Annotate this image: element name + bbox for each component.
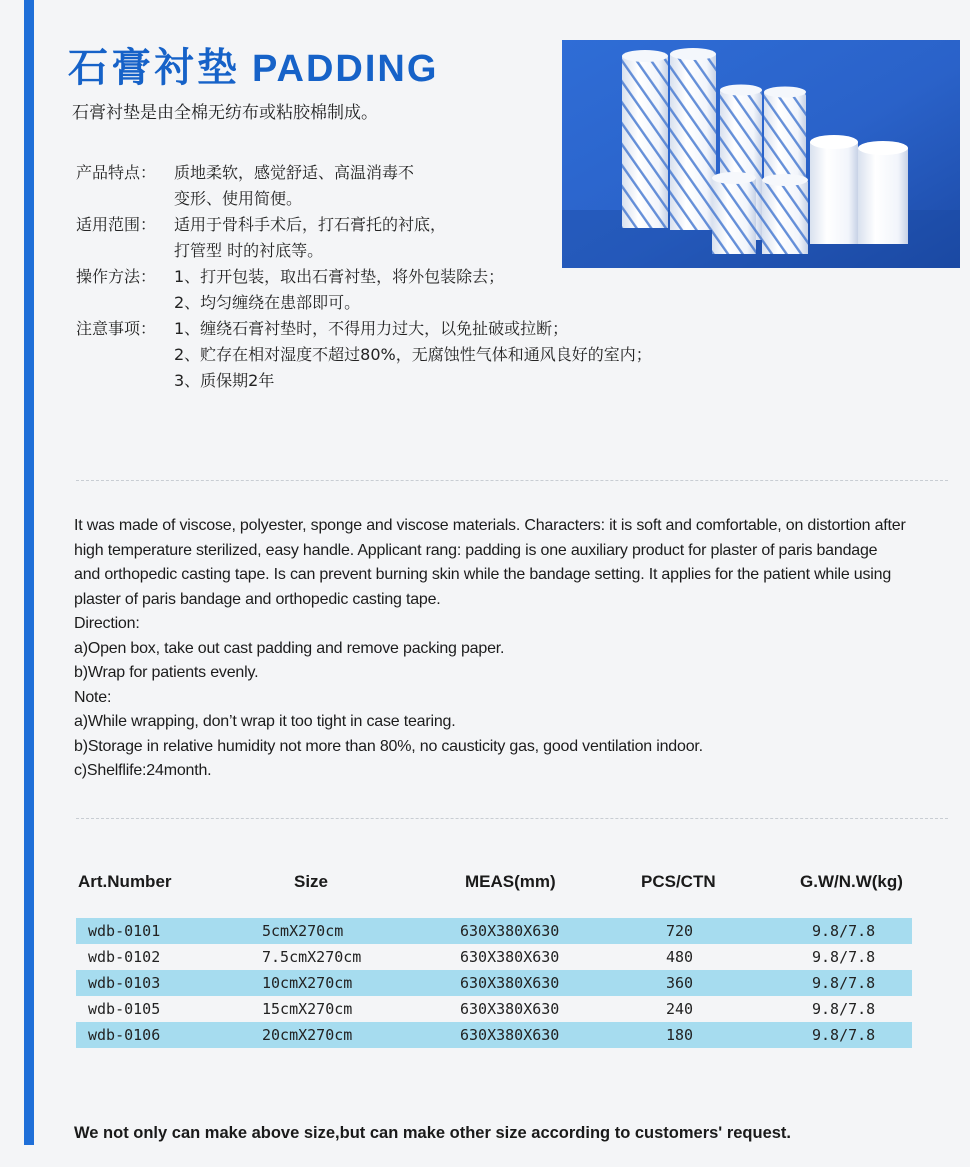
roll-plain-1 <box>810 135 858 244</box>
spec-table <box>76 918 912 1048</box>
cell-pcs: 720 <box>666 922 694 940</box>
header-weight: G.W/N.W(kg) <box>800 872 903 891</box>
feature-operation-method <box>76 264 776 316</box>
table-row <box>76 944 912 970</box>
roll-short-2 <box>762 174 808 254</box>
feature-line: 打管型 时的衬底等。 <box>174 241 324 260</box>
feature-line: 2、贮存在相对湿度不超过80%，无腐蚀性气体和通风良好的室内； <box>174 345 652 364</box>
english-line: Note: <box>74 688 112 706</box>
english-line: plaster of paris bandage and orthopedic casting tape. <box>74 590 441 608</box>
header-meas: MEAS(mm) <box>465 872 556 891</box>
feature-label: 适用范围： <box>76 215 157 234</box>
cell-art-number: wdb-0101 <box>88 922 161 940</box>
cell-meas: 630X380X630 <box>460 922 560 940</box>
english-line: b)Storage in relative humidity not more than 80%, no causticity gas, good ventilation indoor. <box>74 737 703 755</box>
feature-line: 1、缠绕石膏衬垫时，不得用力过大，以免扯破或拉断； <box>174 319 569 338</box>
feature-precautions <box>76 316 776 394</box>
cell-meas: 630X380X630 <box>460 1026 560 1044</box>
cell-meas: 630X380X630 <box>460 974 560 992</box>
feature-label: 操作方法： <box>76 267 157 286</box>
table-row <box>76 1022 912 1048</box>
cell-art-number: wdb-0106 <box>88 1026 161 1044</box>
english-description <box>74 514 954 784</box>
roll-tall-1 <box>622 50 668 228</box>
cell-weight: 9.8/7.8 <box>812 948 876 966</box>
cell-art-number: wdb-0102 <box>88 948 161 966</box>
english-line: It was made of viscose, polyester, sponge and viscose materials. Characters: it is soft and comfortable, on distortion after <box>74 517 906 534</box>
cell-size: 15cmX270cm <box>262 1000 353 1018</box>
cell-weight: 9.8/7.8 <box>812 922 876 940</box>
feature-line: 3、质保期2年 <box>174 371 275 390</box>
cell-size: 7.5cmX270cm <box>262 948 362 966</box>
english-line: and orthopedic casting tape. Is can prevent burning skin while the bandage setting. It applies for the patient while using <box>74 566 892 583</box>
feature-line: 1、打开包装，取出石膏衬垫，将外包装除去； <box>174 267 505 286</box>
cell-pcs: 180 <box>666 1026 694 1044</box>
feature-label: 产品特点： <box>76 163 157 182</box>
title-english: PADDING <box>252 48 439 90</box>
cell-size: 10cmX270cm <box>262 974 353 992</box>
page-title <box>68 36 438 93</box>
roll-tall-2 <box>670 48 716 230</box>
cell-pcs: 240 <box>666 1000 694 1018</box>
english-line: high temperature sterilized, easy handle. Applicant rang: padding is one auxiliary product for plaster of paris bandage <box>74 541 878 559</box>
english-line: Direction: <box>74 615 140 632</box>
footer-note: We not only can make above size,but can make other size according to customers' request. <box>74 1124 792 1142</box>
feature-line: 2、均匀缠绕在患部即可。 <box>174 293 361 312</box>
title-chinese: 石膏衬垫 <box>68 45 240 91</box>
roll-short-1 <box>712 172 756 254</box>
cell-size: 20cmX270cm <box>262 1026 353 1044</box>
english-line: a)While wrapping, don’t wrap it too tight in case tearing. <box>74 713 456 730</box>
cell-weight: 9.8/7.8 <box>812 1026 876 1044</box>
feature-line: 质地柔软，感觉舒适、高温消毒不 <box>174 163 415 182</box>
cell-size: 5cmX270cm <box>262 922 344 940</box>
header-size: Size <box>294 872 329 891</box>
feature-label: 注意事项： <box>76 319 157 338</box>
cell-weight: 9.8/7.8 <box>812 974 876 992</box>
cell-meas: 630X380X630 <box>460 1000 560 1018</box>
header-pcs-ctn: PCS/CTN <box>641 872 716 891</box>
english-line: a)Open box, take out cast padding and remove packing paper. <box>74 639 505 657</box>
product-photo <box>562 40 960 268</box>
divider <box>76 818 948 819</box>
feature-line: 适用于骨科手术后，打石膏托的衬底， <box>174 215 447 234</box>
cell-art-number: wdb-0105 <box>88 1000 161 1018</box>
cell-pcs: 360 <box>666 974 694 992</box>
table-row <box>76 970 912 996</box>
divider <box>76 480 948 481</box>
cell-meas: 630X380X630 <box>460 948 560 966</box>
header-art-number: Art.Number <box>78 872 172 891</box>
feature-line: 变形、使用简便。 <box>174 189 303 208</box>
cell-pcs: 480 <box>666 948 694 966</box>
table-row <box>76 918 912 944</box>
cell-art-number: wdb-0103 <box>88 974 161 992</box>
left-accent-bar <box>24 0 34 1145</box>
subtitle: 石膏衬垫是由全棉无纺布或粘胶棉制成。 <box>72 103 378 123</box>
english-line: b)Wrap for patients evenly. <box>74 664 259 681</box>
cell-weight: 9.8/7.8 <box>812 1000 876 1018</box>
english-line: c)Shelflife:24month. <box>74 762 212 779</box>
roll-plain-2 <box>858 141 908 244</box>
table-row <box>76 996 912 1022</box>
